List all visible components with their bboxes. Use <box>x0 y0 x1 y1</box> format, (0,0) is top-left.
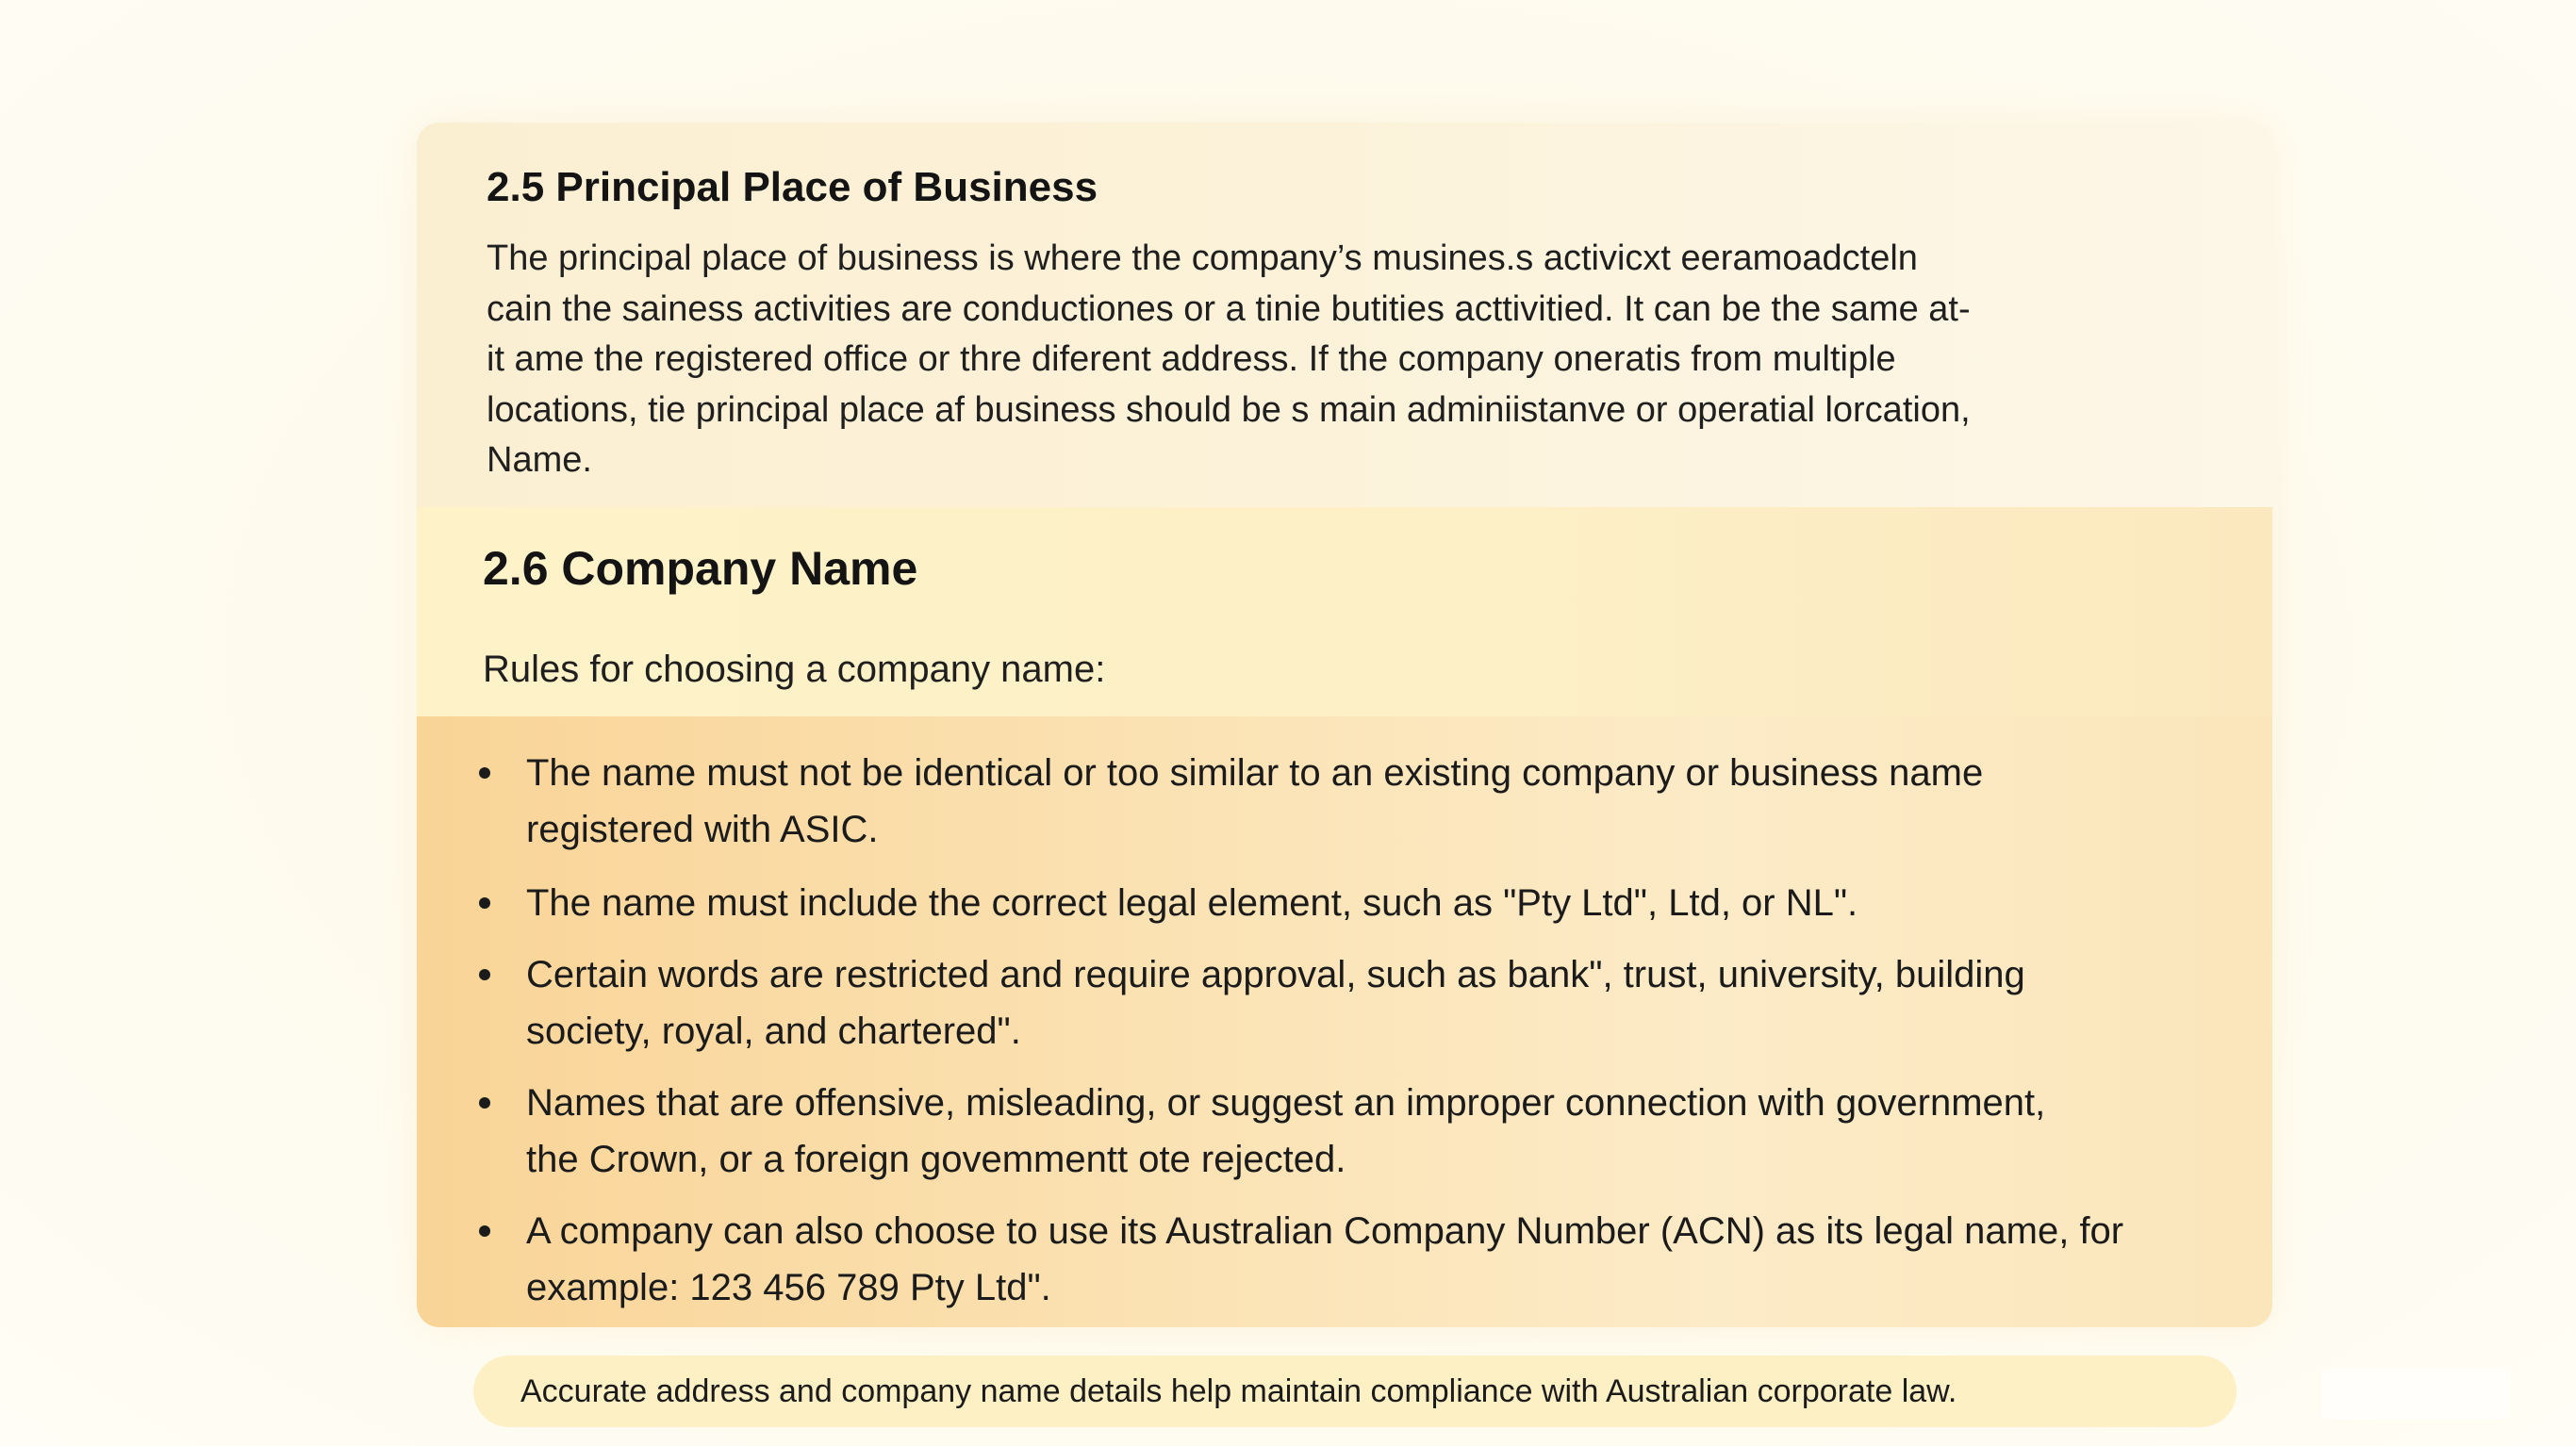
rule-line: A company can also choose to use its Australian Company Number (ACN) as its legal name, for <box>526 1210 2124 1252</box>
company-name-rules-panel <box>417 716 2272 1327</box>
rule-line: The name must not be identical or too similar to an existing company or business name <box>526 752 1984 794</box>
bullet-icon <box>479 1097 490 1109</box>
company-name-intro: Rules for choosing a company name: <box>483 649 1106 690</box>
rule-text <box>526 946 2025 1060</box>
rule-line: society, royal, and chartered". <box>526 1011 1021 1052</box>
bullet-icon <box>479 969 490 980</box>
section-company-name-header <box>417 507 2272 716</box>
principal-place-paragraph <box>487 234 1971 486</box>
paragraph-line: Name. <box>487 440 592 480</box>
bullet-icon <box>479 897 490 909</box>
rule-text <box>526 875 1858 931</box>
rule-line: Names that are offensive, misleading, or suggest an improper connection with government, <box>526 1082 2046 1124</box>
paragraph-line: it amе the registered office or thre diferent address. If the company oneratis from multiple <box>487 339 1896 379</box>
section-heading-principal-place: 2.5 Principal Place of Business <box>487 164 1098 210</box>
document-card <box>417 123 2272 1327</box>
bullet-icon <box>479 767 490 779</box>
paragraph-line: cain the sainess activities are conductiones or a tinie butities acttivitied. It can be the same at- <box>487 288 1971 329</box>
bullet-icon <box>479 1225 490 1237</box>
section-principal-place <box>417 123 2272 507</box>
rule-text <box>526 1075 2045 1188</box>
footer-note-text: Accurate address and company name details help maintain compliance with Australian corporate law. <box>520 1373 1957 1409</box>
rules-list <box>417 716 2272 1327</box>
rule-line: example: 123 456 789 Pty Ltd". <box>526 1267 1051 1308</box>
rule-text <box>526 745 1983 858</box>
paragraph-line: locations, tie principal place af business should be s main adminiistanve or operatial lorcation, <box>487 389 1971 430</box>
rule-line: registered with ASIC. <box>526 809 879 850</box>
rule-line: the Crown, or a foreign govemmentt ote rejected. <box>526 1139 1346 1180</box>
rule-line: Certain words are restricted and require approval, such as bank", trust, university, building <box>526 954 2025 995</box>
rule-text <box>526 1203 2123 1316</box>
watermark-mark <box>2321 1369 2510 1420</box>
section-heading-company-name: 2.6 Company Name <box>483 542 918 595</box>
rule-line: The name must include the correct legal element, such as "Pty Ltd", Ltd, or NL". <box>526 882 1858 924</box>
footer-note-banner <box>473 1356 2237 1427</box>
paragraph-line: The principal place of business is where the company’s musines.s activicxt eeramoadcteln <box>487 238 1918 278</box>
